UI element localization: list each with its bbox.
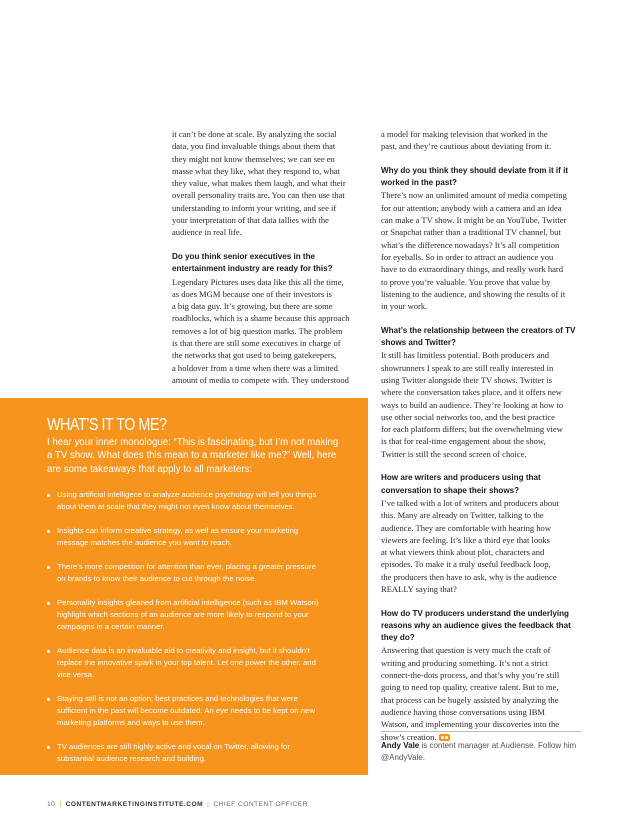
bullet-dot-icon	[47, 530, 50, 533]
paragraph-gap	[381, 312, 581, 324]
takeaway-item	[47, 489, 347, 513]
right-paragraph-6-text: Answering that question is very much the craft of writing and producing something. It’s not a strict connect-the-dots process, and that’s why you’re still going to need top quality, creative talent. But to me, that process can be hugely assisted by analyzing the audience having those conversations using IBM Watson, and implementing your discoveries into the show’s creation.	[381, 645, 560, 742]
takeaway-item	[47, 561, 347, 585]
footer-site-link[interactable]: CONTENTMARKETINGINSTITUTE.COM	[65, 801, 204, 808]
takeaways-list	[47, 489, 347, 777]
author-bio	[381, 740, 581, 764]
footer-separator: |	[59, 801, 62, 808]
takeaway-item	[47, 525, 347, 549]
takeaway-item	[47, 597, 347, 633]
sidebar-heading: WHAT’S IT TO ME?	[47, 414, 167, 434]
paragraph-gap	[172, 239, 368, 251]
takeaway-item	[47, 741, 347, 765]
paragraph-gap	[381, 460, 581, 472]
bullet-dot-icon	[47, 698, 50, 701]
takeaway-text: Staying still is not an option; best practices and technologies that were sufficient in the past will become outdated. An eye needs to be kept on new marketing platforms and ways to use them.	[57, 694, 315, 727]
interview-question-4: How are writers and producers using that conversation to shape their shows?	[381, 473, 541, 495]
takeaway-text: Personality insights gleaned from artificial intelligence (such as IBM Watson) highlight which sections of an audience are more likely to respond to your campaigns in a certain manner.	[57, 598, 319, 631]
takeaway-text: There’s more competition for attention than ever, placing a greater pressure on brands to know their audience to cut through the noise.	[57, 562, 316, 583]
footer-separator: |	[207, 801, 210, 808]
right-paragraph-3: There’s now an unlimited amount of media competing for our attention; anybody with a camera and an idea can make a TV show. It might be on YouTube, Twitter or Snapchat rather than a traditional TV channel, but what’s the difference nowadays? It’s all competition for eyeballs. So in order to attract an audience you have to do extraordinary things, and really work hard to prove you’re valuable. You prove that value by listening to the audience, and showing the results of it in your work.	[381, 190, 567, 312]
interview-question-1: Do you think senior executives in the entertainment industry are ready for this?	[172, 251, 333, 274]
author-bio-text: is content manager at Audiense. Follow him @AndyVale.	[381, 741, 577, 762]
left-paragraph-2: Legendary Pictures uses data like this all the time, as does MGM because one of their investors is a big data guy. It’s growing, but there are some roadblocks, which is a shame because this approach removes a lot of big question marks. The problem is that there are still some executives in charge of the networks that got used to being gatekeepers, a holdover from a time when there was a limited amount of media to compete with. They understood	[172, 276, 350, 385]
right-paragraph-0: a model for making television that worked in the past, and they’re cautious about deviating from it.	[381, 129, 552, 152]
bullet-dot-icon	[47, 566, 50, 569]
takeaway-item	[47, 645, 347, 681]
takeaway-text: TV audiences are still highly active and vocal on Twitter, allowing for substantial audience research and building.	[57, 742, 290, 763]
takeaway-text: Using artificial intelligece to analyze audience psychology will tell you things about them at scale that they might not even know about themselves.	[57, 490, 317, 511]
bullet-dot-icon	[47, 494, 50, 497]
author-name: Andy Vale	[381, 741, 420, 750]
takeaway-text: Audience data is an invaluable aid to creativity and insight, but it shouldn’t replace the innovative spark in your top talent. Let one power the other, and vice versa.	[57, 646, 316, 679]
paragraph-gap	[381, 153, 581, 165]
interview-question-5: How do TV producers understand the underlying reasons why an audience gives the feedback that they do?	[381, 608, 571, 643]
right-paragraph-5: I’ve talked with a lot of writers and producers about this. Many are already on Twitter, talking to the audience. They are comfortable with hearing how viewers are feeling. It’s like a third eye that looks at what viewers think about plot, characters and episodes. To make it a truly useful feedback loop, the producers then have to ask, why is the audience REALLY saying that?	[381, 497, 559, 594]
page-footer	[47, 800, 308, 809]
bio-divider	[381, 731, 581, 732]
left-paragraph-1: it can’t be done at scale. By analyzing the social data, you find invaluable things about them that they might not know themselves; we can see en masse what they like, what they respond to, what they value, what makes them laugh, and what their overall personality traits are. You can then use that understanding to inform your writing, and see if your interpretation of that data tallies with the audience in real life.	[172, 129, 346, 238]
right-paragraph-4: It still has limitless potential. Both producers and showrunners I speak to are still really interested in using Twitter alongside their TV shows. Twitter is where the conversation takes place, and it offers new ways to build an audience. They’re looking at how to use other social networks too, and the best practice for each platform differs; but the overwhelming view is that for real-time engagement about the show, Twitter is still the second screen of choice.	[381, 350, 564, 459]
page-number: 10	[47, 801, 56, 808]
bullet-dot-icon	[47, 650, 50, 653]
takeaway-text: Insights can inform creative strategy, as well as ensure your marketing message matches the audience you want to reach.	[57, 526, 299, 547]
bullet-dot-icon	[47, 602, 50, 605]
interview-question-3: What’s the relationship between the creators of TV shows and Twitter?	[381, 325, 576, 348]
footer-publication: CHIEF CONTENT OFFICER	[213, 801, 308, 808]
paragraph-gap	[381, 595, 581, 607]
takeaway-item	[47, 693, 347, 729]
right-paragraph-6	[381, 644, 581, 742]
interview-question-2: Why do you think they should deviate from it if it worked in the past?	[381, 165, 569, 188]
article-right-column	[381, 128, 581, 743]
bullet-dot-icon	[47, 746, 50, 749]
sidebar-intro: I hear your inner monologue: “This is fascinating, but I’m not making a TV show. What does this mean to a marketer like me?” Well, here are some takeaways that apply to all marketers:	[47, 437, 339, 475]
article-left-column	[172, 128, 368, 386]
